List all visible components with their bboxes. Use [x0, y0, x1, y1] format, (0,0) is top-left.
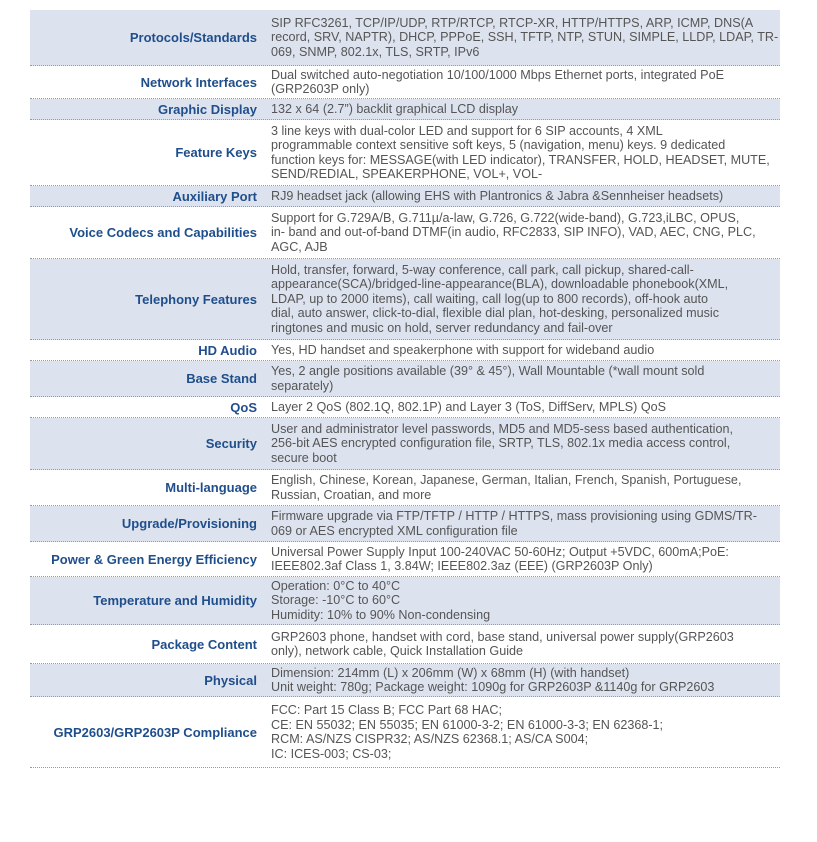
spec-label: QoS — [230, 399, 257, 415]
spec-value-line: Support for G.729A/B, G.711µ/a-law, G.726, G.722(wide-band), G.723,iLBC, OPUS, — [271, 210, 740, 225]
spec-label: Upgrade/Provisioning — [121, 516, 257, 531]
spec-row — [30, 577, 780, 625]
spec-row — [30, 186, 780, 207]
spec-value-line: record, SRV, NAPTR), DHCP, PPPoE, SSH, TFTP, NTP, STUN, SIMPLE, LLDP, LDAP, TR- — [271, 30, 779, 45]
spec-label: GRP2603/GRP2603P Compliance — [53, 724, 257, 740]
spec-value — [263, 207, 780, 258]
spec-label: Auxiliary Port — [172, 188, 257, 204]
spec-value-line: SEND/REDIAL, SPEAKERPHONE, VOL+, VOL- — [271, 167, 543, 181]
spec-table — [30, 10, 780, 768]
spec-value-line: CE: EN 55032; EN 55035; EN 61000-3-2; EN 61000-3-3; EN 62368-1; — [271, 717, 664, 732]
spec-value-line: Hold, transfer, forward, 5-way conference, call park, call pickup, shared-call- — [271, 262, 694, 277]
spec-row — [30, 120, 780, 186]
spec-value-line: (GRP2603P only) — [271, 82, 370, 96]
spec-value — [263, 259, 780, 339]
spec-label: Telephony Features — [135, 291, 257, 307]
spec-row — [30, 506, 780, 542]
spec-value-line: Operation: 0°C to 40°C — [271, 578, 401, 593]
spec-label: Physical — [204, 672, 257, 688]
spec-value-line: only), network cable, Quick Installation Guide — [271, 644, 523, 658]
spec-value-line: 132 x 64 (2.7”) backlit graphical LCD display — [271, 101, 519, 116]
spec-value — [263, 542, 780, 576]
spec-value-line: 069, SNMP, 802.1x, TLS, SRTP, IPv6 — [271, 44, 480, 59]
spec-row — [30, 340, 780, 361]
spec-value — [263, 577, 780, 624]
spec-value — [263, 470, 780, 505]
spec-value — [263, 66, 780, 98]
spec-value-line: dial, auto answer, click-to-dial, flexible dial plan, hot-desking, personalized music — [271, 306, 720, 321]
spec-value-line: 069 or AES encrypted XML configuration file — [271, 523, 518, 538]
spec-value-line: GRP2603 phone, handset with cord, base stand, universal power supply(GRP2603 — [271, 629, 734, 644]
spec-value-line: LDAP, up to 2000 items), call waiting, call log(up to 800 records), off-hook auto — [271, 291, 709, 306]
spec-value — [263, 664, 780, 696]
spec-label: Voice Codecs and Capabilities — [69, 225, 257, 240]
spec-value-line: in- band and out-of-band DTMF(in audio, RFC2833, SIP INFO), VAD, AEC, CNG, PLC, — [271, 225, 756, 240]
spec-label: Graphic Display — [158, 101, 257, 117]
spec-value-line: Russian, Croatian, and more — [271, 487, 432, 502]
spec-row — [30, 207, 780, 259]
spec-value-line: RJ9 headset jack (allowing EHS with Plantronics & Jabra &Sennheiser headsets) — [271, 188, 724, 203]
spec-row — [30, 697, 780, 768]
spec-value-line: RCM: AS/NZS CISPR32; AS/NZS 62368.1; AS/CA S004; — [271, 732, 589, 746]
spec-value — [263, 361, 780, 396]
spec-label: Multi-language — [165, 480, 257, 495]
spec-value — [263, 186, 780, 206]
spec-label: HD Audio — [198, 342, 257, 358]
spec-value-line: 3 line keys with dual-color LED and support for 6 SIP accounts, 4 XML — [271, 123, 663, 138]
spec-value-line: Dual switched auto-negotiation 10/100/1000 Mbps Ethernet ports, integrated PoE — [271, 67, 724, 82]
spec-row — [30, 99, 780, 120]
spec-label: Security — [205, 436, 257, 451]
spec-value-line: 256-bit AES encrypted configuration file, SRTP, TLS, 802.1x media access control, — [271, 436, 731, 451]
spec-label: Package Content — [151, 636, 257, 652]
spec-value — [263, 397, 780, 417]
spec-value-line: Humidity: 10% to 90% Non-condensing — [271, 607, 491, 622]
spec-value-line: Yes, 2 angle positions available (39° & 45°), Wall Mountable (*wall mount sold — [271, 364, 705, 378]
spec-value-line: ringtones and music on hold, server redundancy and fail-over — [271, 320, 613, 335]
spec-value-line: Dimension: 214mm (L) x 206mm (W) x 68mm (H) (with handset) — [271, 665, 630, 680]
spec-value — [263, 697, 780, 767]
spec-row — [30, 470, 780, 506]
spec-label: Feature Keys — [175, 145, 257, 160]
spec-row — [30, 10, 780, 66]
spec-value-line: secure boot — [271, 450, 337, 465]
spec-value-line: English, Chinese, Korean, Japanese, German, Italian, French, Spanish, Portuguese, — [271, 473, 742, 487]
spec-row — [30, 259, 780, 340]
spec-label: Base Stand — [186, 371, 257, 386]
spec-row — [30, 397, 780, 418]
spec-row — [30, 542, 780, 577]
spec-value-line: Yes, HD handset and speakerphone with support for wideband audio — [271, 342, 655, 357]
spec-value — [263, 120, 780, 185]
spec-label: Network Interfaces — [140, 74, 257, 90]
spec-value-line: SIP RFC3261, TCP/IP/UDP, RTP/RTCP, RTCP-XR, HTTP/HTTPS, ARP, ICMP, DNS(A — [271, 15, 754, 30]
spec-value — [263, 340, 780, 360]
spec-row — [30, 664, 780, 697]
spec-label: Power & Green Energy Efficiency — [51, 551, 257, 567]
spec-value — [263, 506, 780, 541]
spec-value — [263, 625, 780, 663]
spec-value-line: User and administrator level passwords, MD5 and MD5-sess based authentication, — [271, 421, 733, 436]
spec-value-line: Layer 2 QoS (802.1Q, 802.1P) and Layer 3 (ToS, DiffServ, MPLS) QoS — [271, 399, 667, 414]
spec-row — [30, 66, 780, 99]
spec-row — [30, 361, 780, 397]
spec-value-line: Unit weight: 780g; Package weight: 1090g for GRP2603P &1140g for GRP2603 — [271, 680, 715, 694]
spec-value-line: separately) — [271, 378, 334, 393]
spec-value-line: function keys for: MESSAGE(with LED indicator), TRANSFER, HOLD, HEADSET, MUTE, — [271, 152, 770, 167]
spec-value-line: FCC: Part 15 Class B; FCC Part 68 HAC; — [271, 703, 502, 717]
spec-value — [263, 418, 780, 469]
spec-label: Temperature and Humidity — [93, 593, 257, 608]
spec-row — [30, 625, 780, 664]
spec-value — [263, 99, 780, 119]
spec-row — [30, 418, 780, 470]
spec-value-line: IC: ICES-003; CS-03; — [271, 746, 392, 761]
spec-value-line: Universal Power Supply Input 100-240VAC 50-60Hz; Output +5VDC, 600mA;PoE: — [271, 544, 729, 559]
spec-label: Protocols/Standards — [129, 30, 257, 45]
spec-value-line: programmable context sensitive soft keys, 5 (navigation, menu) keys. 9 dedicated — [271, 138, 726, 152]
spec-value — [263, 10, 780, 65]
spec-value-line: Storage: -10°C to 60°C — [271, 593, 401, 608]
spec-value-line: Firmware upgrade via FTP/TFTP / HTTP / HTTPS, mass provisioning using GDMS/TR- — [271, 509, 757, 523]
spec-value-line: appearance(SCA)/bridged-line-appearance(BLA), downloadable phonebook(XML, — [271, 277, 729, 292]
spec-value-line: AGC, AJB — [271, 239, 328, 254]
spec-value-line: IEEE802.3af Class 1, 3.84W; IEEE802.3az (EEE) (GRP2603P Only) — [271, 559, 653, 573]
